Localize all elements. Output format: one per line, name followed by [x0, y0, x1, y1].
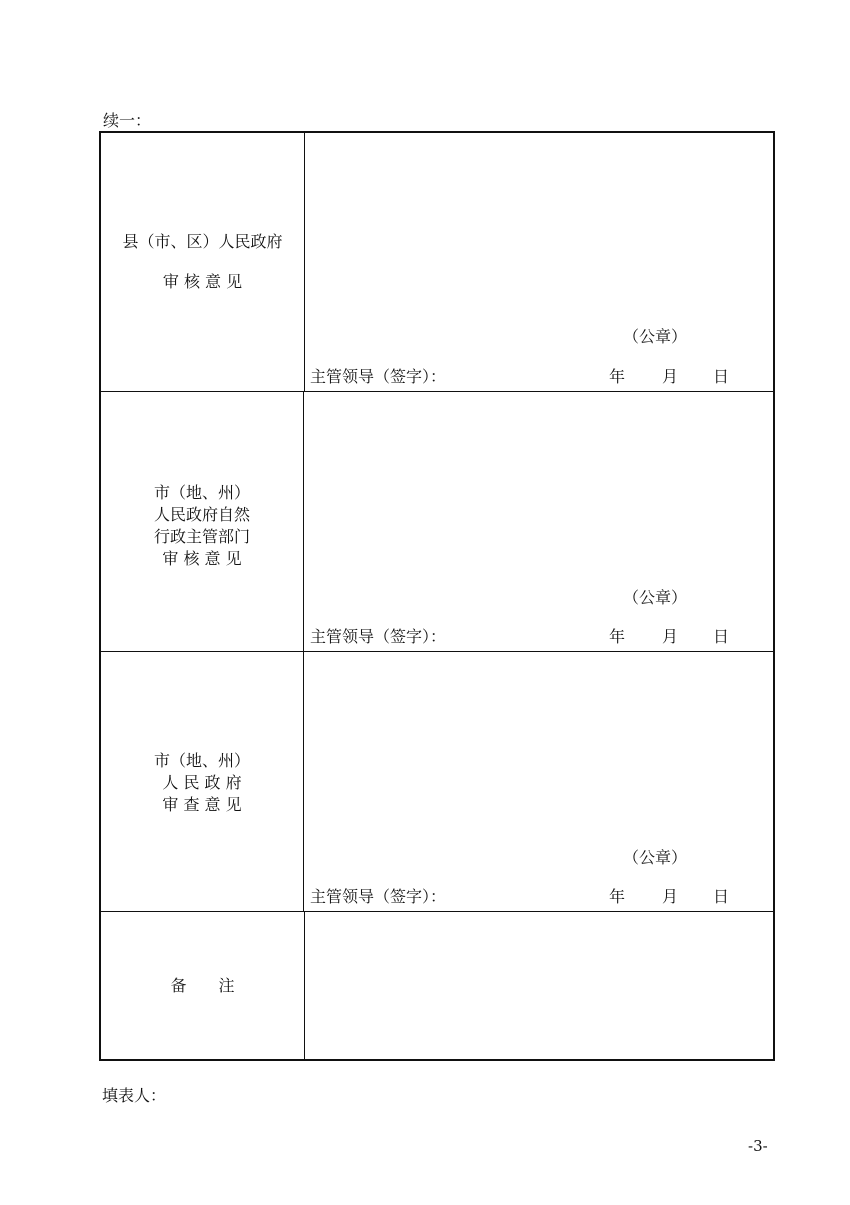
- remarks-area[interactable]: [305, 912, 773, 1060]
- date-day-label: 日: [713, 627, 730, 646]
- official-seal-label: （公章）: [623, 848, 688, 867]
- label-line: 市（地、州）: [153, 483, 250, 502]
- date-day-label: 日: [713, 887, 730, 906]
- label-line: 审 核 意 见: [162, 549, 242, 568]
- county-review-label: [101, 133, 305, 391]
- date-month-label: 月: [662, 367, 679, 386]
- date-year-label: 年: [609, 627, 626, 646]
- date-year-label: 年: [609, 887, 626, 906]
- label-line: 行政主管部门: [153, 527, 250, 546]
- leader-signature-label: 主管领导（签字）：: [310, 367, 447, 386]
- label-line: 人 民 政 府: [162, 773, 242, 792]
- city-department-review-row: [101, 391, 773, 652]
- county-review-row: [101, 133, 773, 391]
- approval-form-table: [99, 131, 775, 1061]
- label-line: 市（地、州）: [153, 751, 250, 770]
- city-department-review-label: [101, 392, 304, 652]
- label-line: 县（市、区）人民政府: [122, 232, 283, 251]
- official-seal-label: （公章）: [623, 327, 688, 346]
- remarks-label: [101, 912, 305, 1060]
- city-government-review-label: [101, 652, 304, 912]
- date-day-label: 日: [713, 367, 730, 386]
- leader-signature-label: 主管领导（签字）：: [310, 627, 447, 646]
- page-number: -3-: [748, 1137, 768, 1155]
- form-filler-label: 填表人：: [102, 1086, 167, 1105]
- label-line: 审 查 意 见: [162, 795, 242, 814]
- date-month-label: 月: [662, 627, 679, 646]
- county-review-opinion-area[interactable]: [305, 133, 773, 391]
- official-seal-label: （公章）: [623, 588, 688, 607]
- leader-signature-label: 主管领导（签字）：: [310, 887, 447, 906]
- city-government-review-row: [101, 651, 773, 912]
- remarks-row: [101, 911, 773, 1060]
- label-line: 备 注: [170, 976, 235, 995]
- city-government-opinion-area[interactable]: [305, 652, 773, 912]
- label-line: 人民政府自然: [153, 505, 250, 524]
- continuation-label: 续一：: [103, 111, 152, 130]
- label-line: 审 核 意 见: [162, 272, 243, 291]
- city-department-opinion-area[interactable]: [305, 392, 773, 652]
- date-month-label: 月: [662, 887, 679, 906]
- date-year-label: 年: [609, 367, 626, 386]
